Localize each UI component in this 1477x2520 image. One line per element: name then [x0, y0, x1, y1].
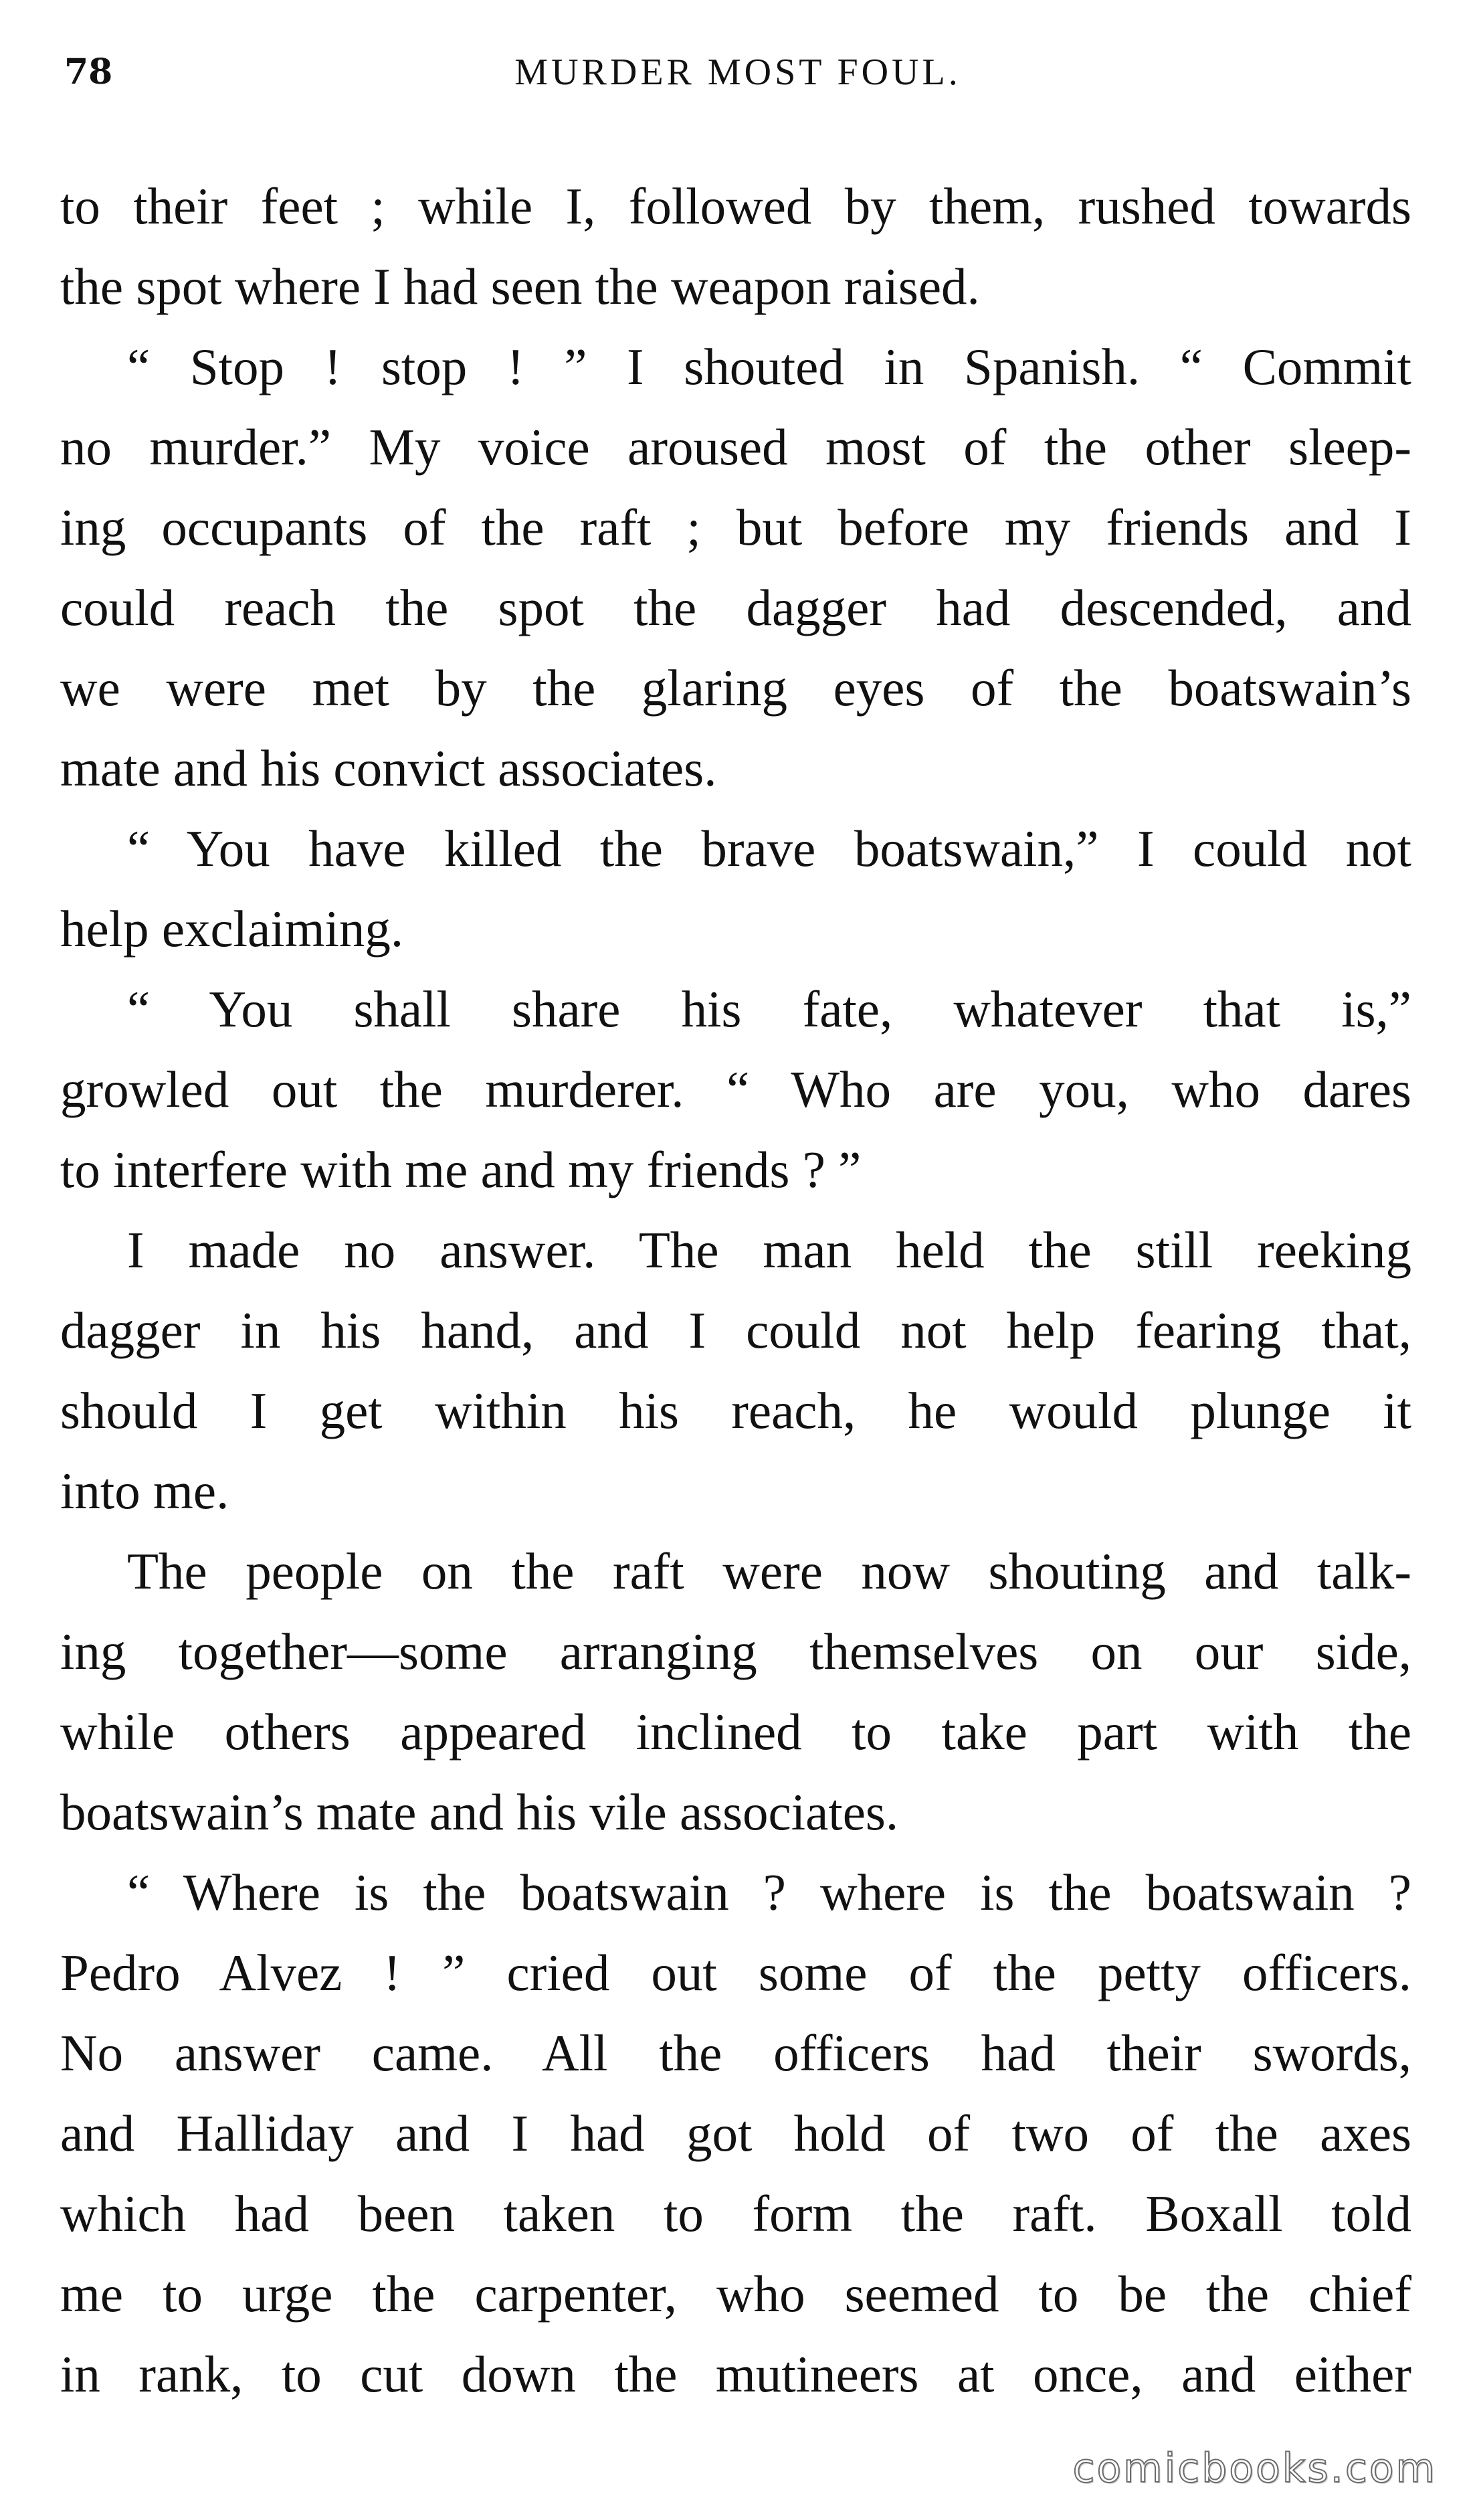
text-line: should I get within his reach, he would plunge it [60, 1382, 1411, 1439]
text-line: No answer came. All the officers had their swords, [60, 2024, 1411, 2082]
text-line: while others appeared inclined to take part with the [60, 1703, 1411, 1761]
body-text [60, 166, 1411, 2414]
text-line: “ You shall share his fate, whatever that is,” [127, 980, 1411, 1038]
text-line: growled out the murderer. “ Who are you, who dares [60, 1061, 1411, 1118]
text-line: dagger in his hand, and I could not help fearing that, [60, 1301, 1411, 1359]
watermark: comicbooks.com [1072, 2445, 1437, 2492]
text-line: mate and his convict associates. [60, 739, 717, 797]
text-line: into me. [60, 1462, 229, 1520]
text-line: ing occupants of the raft ; but before my friends and I [60, 499, 1411, 556]
text-line: “ Where is the boatswain ? where is the boatswain ? [127, 1864, 1411, 1921]
text-line: in rank, to cut down the mutineers at once, and either [60, 2345, 1411, 2403]
text-line: Pedro Alvez ! ” cried out some of the petty officers. [60, 1944, 1411, 2001]
text-line: ing together—some arranging themselves on our side, [60, 1623, 1411, 1680]
text-line: The people on the raft were now shouting and talk- [127, 1542, 1411, 1600]
text-line: boatswain’s mate and his vile associates. [60, 1783, 899, 1841]
text-line: and Halliday and I had got hold of two of the axes [60, 2104, 1411, 2162]
text-line: “ Stop ! stop ! ” I shouted in Spanish. “ Commit [127, 338, 1411, 395]
text-line: no murder.” My voice aroused most of the other sleep- [60, 418, 1411, 476]
text-line: could reach the spot the dagger had descended, and [60, 579, 1411, 636]
text-line: me to urge the carpenter, who seemed to be the chief [60, 2265, 1411, 2323]
text-line: I made no answer. The man held the still reeking [127, 1221, 1411, 1279]
running-head: MURDER MOST FOUL. [514, 52, 961, 93]
text-line: help exclaiming. [60, 900, 404, 958]
text-line: to their feet ; while I, followed by them, rushed towards [60, 177, 1411, 235]
text-line: to interfere with me and my friends ? ” [60, 1141, 862, 1198]
text-line: the spot where I had seen the weapon raised. [60, 258, 980, 315]
text-line: “ You have killed the brave boatswain,” I could not [127, 820, 1411, 877]
text-line: which had been taken to form the raft. Boxall told [60, 2185, 1411, 2242]
page-header [64, 39, 1411, 112]
page-number: 78 [64, 52, 113, 92]
text-line: we were met by the glaring eyes of the boatswain’s [60, 659, 1411, 717]
